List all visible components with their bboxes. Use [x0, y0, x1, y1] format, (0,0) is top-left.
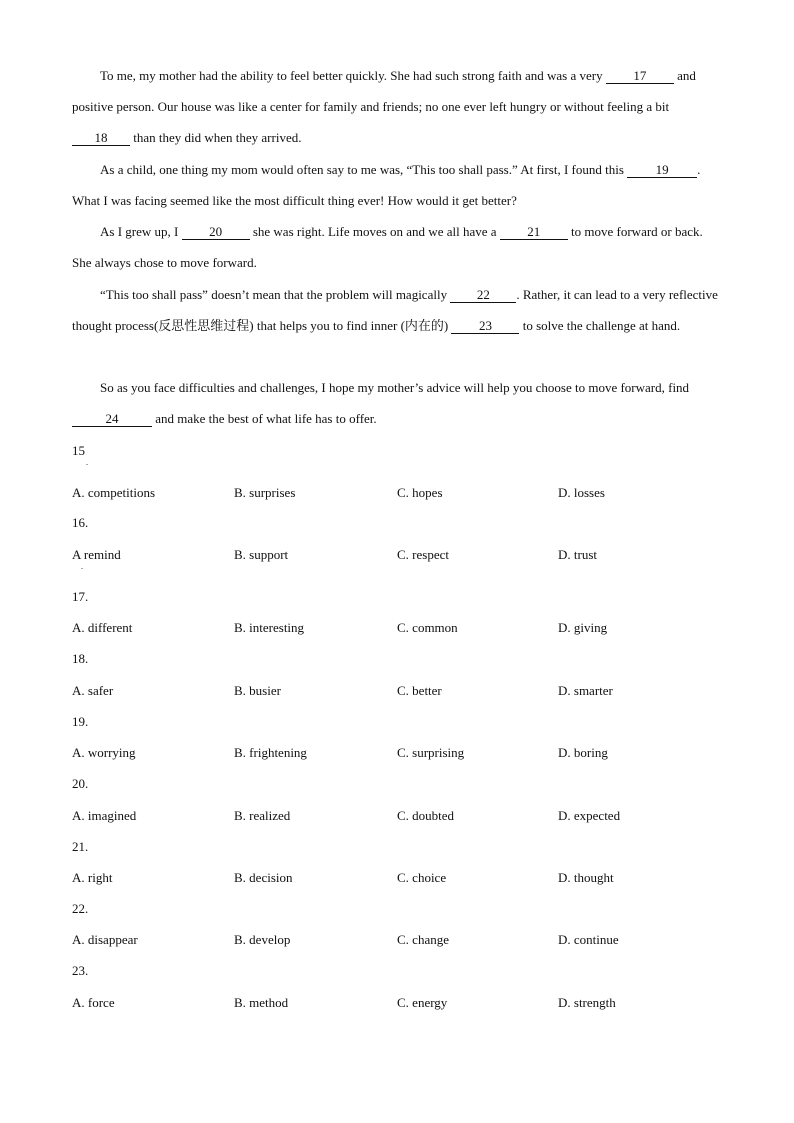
question-17-option-c[interactable]: C. common: [397, 620, 458, 635]
blank-17[interactable]: 17: [606, 69, 674, 84]
question-20-option-b[interactable]: B. realized: [234, 808, 291, 823]
question-18-option-b[interactable]: B. busier: [234, 683, 281, 698]
question-15-option-b[interactable]: B. surprises: [234, 485, 296, 500]
question-20-option-d[interactable]: D. expected: [558, 808, 621, 823]
question-16-option-b[interactable]: B. support: [234, 547, 289, 562]
question-15-option-c[interactable]: C. hopes: [397, 485, 443, 500]
blank-21[interactable]: 21: [500, 225, 568, 240]
question-17-option-a[interactable]: A. different: [72, 620, 133, 635]
question-19-option-b[interactable]: B. frightening: [234, 745, 307, 760]
question-19-option-a[interactable]: A. worrying: [72, 745, 136, 760]
question-20-option-c[interactable]: C. doubted: [397, 808, 455, 823]
blank-24[interactable]: 24: [72, 412, 152, 427]
question-18-option-c[interactable]: C. better: [397, 683, 442, 698]
question-21-option-a[interactable]: A. right: [72, 870, 113, 885]
question-20-number: 20.: [72, 776, 89, 791]
passage-paragraph-5: So as you face difficulties and challenges, I hope my mother’s advice will help you choose to move forward, find 24 and make the best of what life has to offer.: [72, 372, 722, 434]
question-15-option-d[interactable]: D. losses: [558, 485, 605, 500]
question-16-option-c[interactable]: C. respect: [397, 547, 449, 562]
blank-20[interactable]: 20: [182, 225, 250, 240]
question-19-option-d[interactable]: D. boring: [558, 745, 608, 760]
question-17-option-d[interactable]: D. giving: [558, 620, 608, 635]
question-16-number: 16.: [72, 515, 89, 530]
question-16-option-a[interactable]: A remind: [72, 547, 121, 562]
question-22-option-c[interactable]: C. change: [397, 932, 449, 947]
question-18-option-d[interactable]: D. smarter: [558, 683, 613, 698]
question-22-option-b[interactable]: B. develop: [234, 932, 291, 947]
question-17-option-b[interactable]: B. interesting: [234, 620, 305, 635]
passage-paragraph-3: As I grew up, I 20 she was right. Life moves on and we all have a 21 to move forward or back. She always chose to move forward.: [72, 224, 703, 270]
question-17-number: 17.: [72, 589, 89, 604]
question-22-number: 22.: [72, 901, 89, 916]
question-19-option-c[interactable]: C. surprising: [397, 745, 465, 760]
question-19-number: 19.: [72, 714, 89, 729]
blank-19[interactable]: 19: [627, 163, 697, 178]
question-23-number: 23.: [72, 963, 89, 978]
question-21-option-b[interactable]: B. decision: [234, 870, 293, 885]
blank-23[interactable]: 23: [451, 319, 519, 334]
question-15-number: 15: [72, 443, 85, 458]
passage-paragraph-2: As a child, one thing my mom would often say to me was, “This too shall pass.” At first, I found this 19 . What I was facing seemed like the most difficult thing ever! How would it get better?: [72, 162, 701, 208]
stray-dot-mark: .: [81, 562, 83, 571]
question-22-option-a[interactable]: A. disappear: [72, 932, 138, 947]
question-23-option-a[interactable]: A. force: [72, 995, 115, 1010]
question-22-option-d[interactable]: D. continue: [558, 932, 619, 947]
question-21-option-d[interactable]: D. thought: [558, 870, 614, 885]
passage-paragraph-4: “This too shall pass” doesn’t mean that the problem will magically 22 . Rather, it can lead to a very reflective thought process(反思性思维过程) that helps you to find inner (内在的) 23 to solve the challenge at hand.: [72, 287, 718, 333]
question-21-option-c[interactable]: C. choice: [397, 870, 447, 885]
question-16-option-d[interactable]: D. trust: [558, 547, 597, 562]
question-20-option-a[interactable]: A. imagined: [72, 808, 137, 823]
question-15-option-a[interactable]: A. competitions: [72, 485, 156, 500]
passage-paragraph-1: To me, my mother had the ability to feel better quickly. She had such strong faith and was a very 17 and positive person. Our house was like a center for family and friends; no one ever left hungry or without feeling a bit 18 than they did when they arrived.: [72, 68, 696, 145]
question-18-option-a[interactable]: A. safer: [72, 683, 114, 698]
blank-18[interactable]: 18: [72, 131, 130, 146]
question-23-option-c[interactable]: C. energy: [397, 995, 448, 1010]
question-23-option-d[interactable]: D. strength: [558, 995, 616, 1010]
question-23-option-b[interactable]: B. method: [234, 995, 289, 1010]
question-18-number: 18.: [72, 651, 89, 666]
question-21-number: 21.: [72, 839, 89, 854]
blank-22[interactable]: 22: [450, 288, 516, 303]
stray-dot-mark: .: [86, 458, 88, 467]
